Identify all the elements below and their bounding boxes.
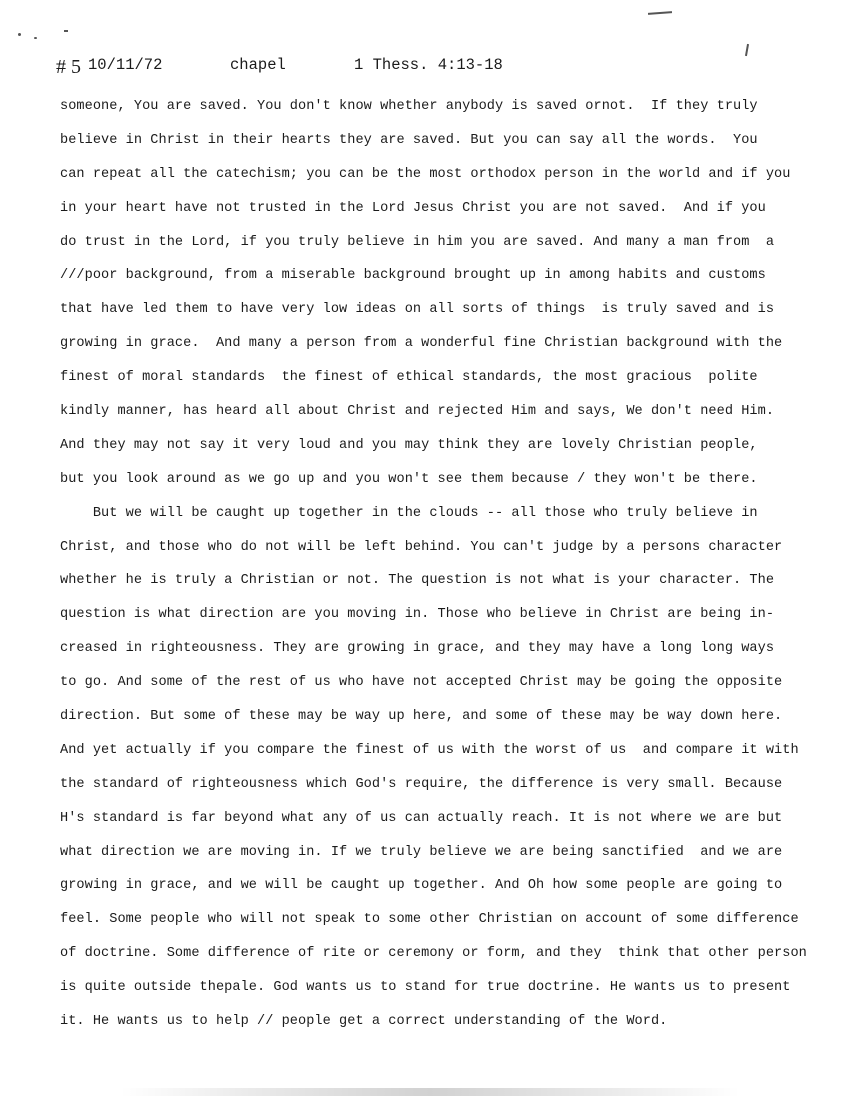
scan-speck xyxy=(745,44,749,56)
text-line: that have led them to have very low ideas on all sorts of things is truly saved and is xyxy=(60,302,775,318)
scan-speck xyxy=(648,11,672,15)
text-line: do trust in the Lord, if you truly believe in him you are saved. And many a man from a xyxy=(60,234,775,250)
text-line: kindly manner, has heard all about Christ and rejected Him and says, We don't need Him. xyxy=(60,404,775,420)
text-line: someone, You are saved. You don't know whether anybody is saved ornot. If they truly xyxy=(60,99,758,114)
text-line: Christ, and those who do not will be left behind. You can't judge by a persons character xyxy=(60,539,783,555)
typed-body-text xyxy=(60,90,820,1039)
scan-edge-shadow xyxy=(120,1088,740,1096)
text-line: what direction we are moving in. If we truly believe we are being sanctified and we are xyxy=(60,844,783,860)
text-line: H's standard is far beyond what any of us can actually reach. It is not where we are but xyxy=(60,810,783,826)
text-line: feel. Some people who will not speak to some other Christian on account of some difference xyxy=(60,912,799,928)
text-line: finest of moral standards the finest of ethical standards, the most gracious polite xyxy=(60,370,758,386)
sermon-date: 10/11/72 xyxy=(88,56,163,74)
scan-speck xyxy=(34,37,37,39)
document-header xyxy=(56,56,756,84)
text-line: the standard of righteousness which God's require, the difference is very small. Because xyxy=(60,776,783,792)
sermon-location: chapel xyxy=(230,56,286,74)
text-line: growing in grace, and we will be caught up together. And Oh how some people are going to xyxy=(60,878,783,894)
text-line: to go. And some of the rest of us who have not accepted Christ may be going the opposite xyxy=(60,675,783,691)
text-line: but you look around as we go up and you won't see them because / they won't be there. xyxy=(60,471,758,487)
text-line: it. He wants us to help // people get a correct understanding of the Word. xyxy=(60,1014,668,1030)
page-number: # 5 xyxy=(56,56,81,78)
scripture-reference: 1 Thess. 4:13-18 xyxy=(354,56,503,74)
text-line: And yet actually if you compare the finest of us with the worst of us and compare it with xyxy=(60,742,799,758)
scan-speck xyxy=(18,33,21,36)
text-line: But we will be caught up together in the clouds -- all those who truly believe in xyxy=(60,505,758,521)
text-line: is quite outside thepale. God wants us to stand for true doctrine. He wants us to present xyxy=(60,980,791,996)
text-line: of doctrine. Some difference of rite or ceremony or form, and they think that other person xyxy=(60,946,807,962)
text-line: believe in Christ in their hearts they are saved. But you can say all the words. You xyxy=(60,132,758,148)
text-line: whether he is truly a Christian or not. The question is not what is your character. The xyxy=(60,573,775,589)
text-line: creased in righteousness. They are growing in grace, and they may have a long long ways xyxy=(60,641,775,657)
scan-speck xyxy=(64,30,68,32)
text-line: direction. But some of these may be way up here, and some of these may be way down here. xyxy=(60,709,783,725)
text-line: can repeat all the catechism; you can be the most orthodox person in the world and if you xyxy=(60,166,791,182)
text-line: question is what direction are you moving in. Those who believe in Christ are being in- xyxy=(60,607,775,623)
text-line: ///poor background, from a miserable background brought up in among habits and customs xyxy=(60,268,766,284)
text-line: in your heart have not trusted in the Lord Jesus Christ you are not saved. And if you xyxy=(60,200,766,216)
text-line: growing in grace. And many a person from a wonderful fine Christian background with the xyxy=(60,336,783,352)
text-line: And they may not say it very loud and you may think they are lovely Christian people, xyxy=(60,437,758,453)
